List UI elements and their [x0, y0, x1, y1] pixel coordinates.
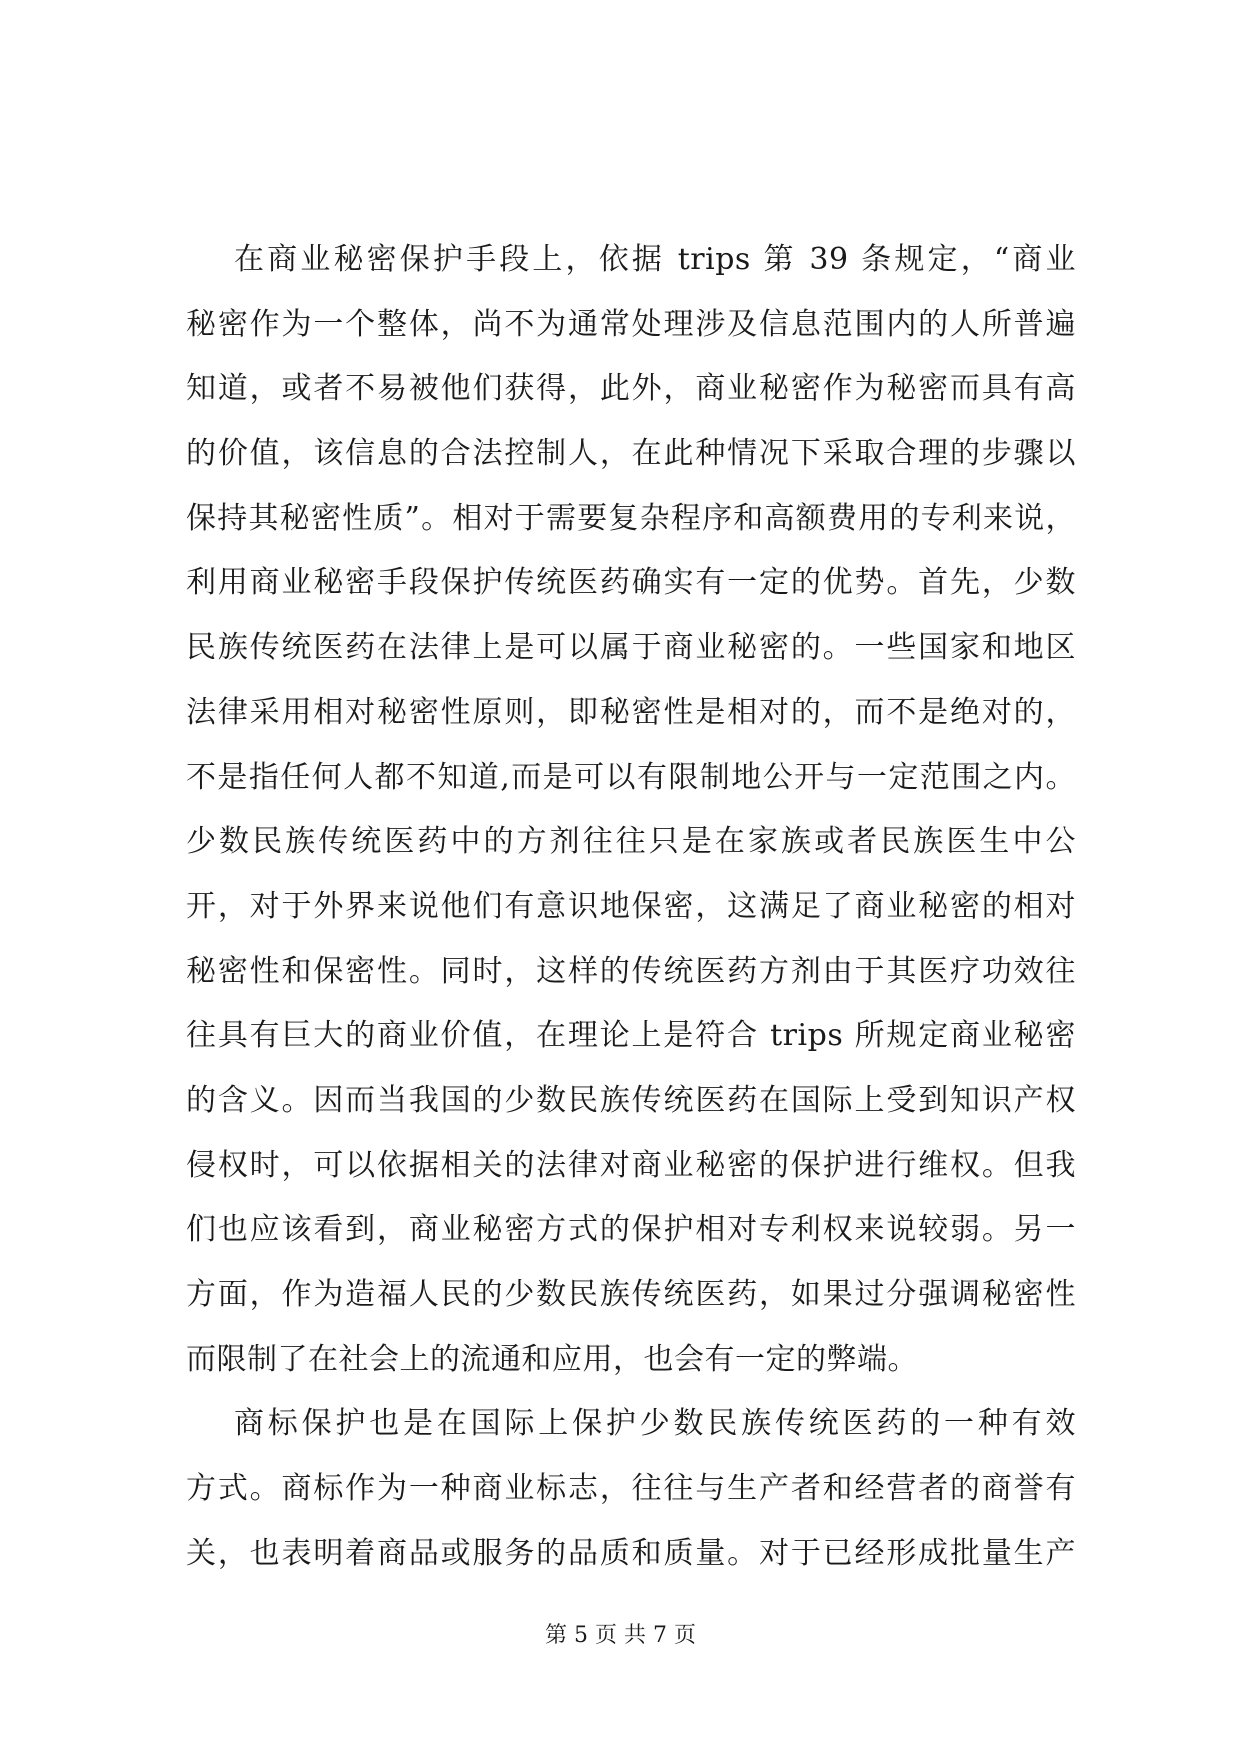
text-line: 法律采用相对秘密性原则，即秘密性是相对的，而不是绝对的，: [186, 694, 1076, 730]
text-line: 侵权时，可以依据相关的法律对商业秘密的保护进行维权。但我: [186, 1147, 1076, 1183]
text-line: 少数民族传统医药中的方剂往往只是在家族或者民族医生中公: [186, 824, 1076, 860]
text-line: 的价值，该信息的合法控制人，在此种情况下采取合理的步骤以: [186, 436, 1076, 472]
text-line: 的含义。因而当我国的少数民族传统医药在国际上受到知识产权: [186, 1082, 1076, 1118]
text-line: 们也应该看到，商业秘密方式的保护相对专利权来说较弱。另一: [186, 1212, 1076, 1248]
text-line: 往具有巨大的商业价值，在理论上是符合 trips 所规定商业秘密: [186, 1018, 1076, 1054]
text-line: 关，也表明着商品或服务的品质和质量。对于已经形成批量生产: [186, 1535, 1076, 1571]
page-footer: [0, 1622, 1241, 1650]
text-line: 知道，或者不易被他们获得，此外，商业秘密作为秘密而具有高: [186, 371, 1076, 407]
text-line: 民族传统医药在法律上是可以属于商业秘密的。一些国家和地区: [186, 630, 1076, 666]
text-line: 保持其秘密性质”。相对于需要复杂程序和高额费用的专利来说，: [186, 500, 1076, 536]
text-line: 方面，作为造福人民的少数民族传统医药，如果过分强调秘密性: [186, 1277, 1076, 1312]
paragraph-trade-secret: [186, 228, 1076, 1392]
paragraph-trademark: [186, 1392, 1076, 1586]
text-line: 利用商业秘密手段保护传统医药确实有一定的优势。首先，少数: [186, 565, 1076, 601]
text-line: 开，对于外界来说他们有意识地保密，这满足了商业秘密的相对: [186, 888, 1076, 924]
text-line: 秘密作为一个整体，尚不为通常处理涉及信息范围内的人所普遍: [186, 306, 1076, 342]
document-body: [186, 228, 1076, 1586]
text-line: 不是指任何人都不知道,而是可以有限制地公开与一定范围之内。: [186, 759, 1076, 795]
text-line: 在商业秘密保护手段上，依据 trips 第 39 条规定，“商业: [234, 242, 1076, 277]
page-number-label: 第 5 页 共 7 页: [545, 1623, 696, 1648]
text-line: 方式。商标作为一种商业标志，往往与生产者和经营者的商誉有: [186, 1471, 1076, 1507]
text-line: 秘密性和保密性。同时，这样的传统医药方剂由于其医疗功效往: [186, 953, 1076, 989]
text-line: 而限制了在社会上的流通和应用，也会有一定的弊端。: [186, 1341, 918, 1377]
text-line: 商标保护也是在国际上保护少数民族传统医药的一种有效: [234, 1406, 1076, 1442]
